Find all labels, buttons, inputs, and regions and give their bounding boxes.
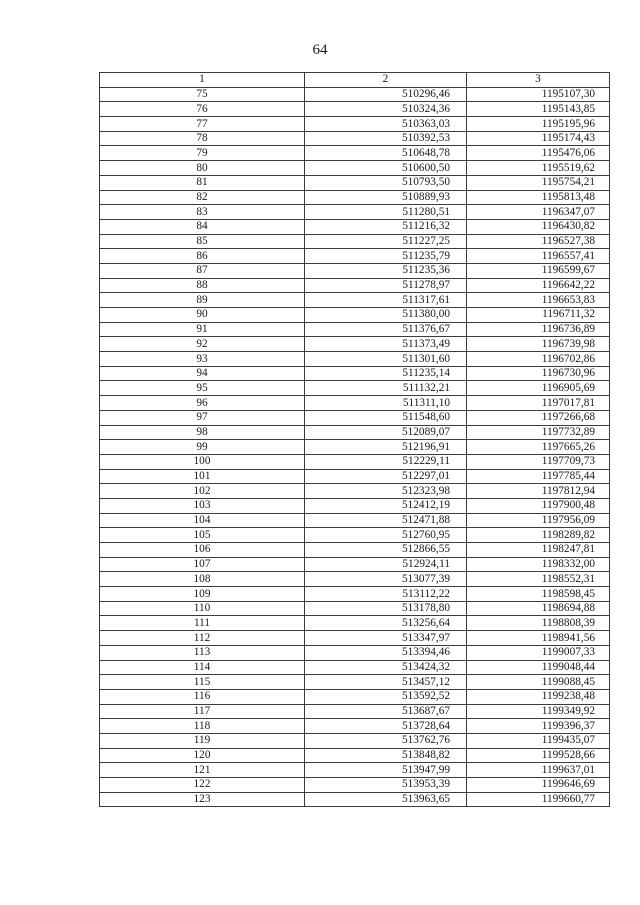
cell-point-number: 120 bbox=[100, 748, 305, 763]
cell-x-coordinate: 513762,76 bbox=[305, 733, 467, 748]
table-row bbox=[100, 748, 610, 763]
cell-x-coordinate: 512089,07 bbox=[305, 425, 467, 440]
cell-point-number: 85 bbox=[100, 234, 305, 249]
cell-point-number: 93 bbox=[100, 352, 305, 367]
cell-point-number: 100 bbox=[100, 454, 305, 469]
cell-x-coordinate: 511235,14 bbox=[305, 366, 467, 381]
cell-y-coordinate: 1198552,31 bbox=[467, 572, 610, 587]
cell-x-coordinate: 510296,46 bbox=[305, 87, 467, 102]
cell-point-number: 122 bbox=[100, 778, 305, 793]
cell-x-coordinate: 511376,67 bbox=[305, 322, 467, 337]
cell-x-coordinate: 513424,32 bbox=[305, 660, 467, 675]
cell-x-coordinate: 510600,50 bbox=[305, 161, 467, 176]
cell-x-coordinate: 511301,60 bbox=[305, 352, 467, 367]
cell-point-number: 84 bbox=[100, 219, 305, 234]
cell-x-coordinate: 511373,49 bbox=[305, 337, 467, 352]
cell-y-coordinate: 1199048,44 bbox=[467, 660, 610, 675]
table-row bbox=[100, 484, 610, 499]
cell-point-number: 110 bbox=[100, 601, 305, 616]
cell-y-coordinate: 1199660,77 bbox=[467, 792, 610, 807]
cell-x-coordinate: 511548,60 bbox=[305, 410, 467, 425]
table-body bbox=[100, 87, 610, 807]
cell-point-number: 121 bbox=[100, 763, 305, 778]
table-row bbox=[100, 719, 610, 734]
cell-point-number: 89 bbox=[100, 293, 305, 308]
cell-y-coordinate: 1195107,30 bbox=[467, 87, 610, 102]
table-row bbox=[100, 234, 610, 249]
cell-point-number: 103 bbox=[100, 498, 305, 513]
cell-x-coordinate: 511311,10 bbox=[305, 396, 467, 411]
table-row bbox=[100, 190, 610, 205]
cell-point-number: 87 bbox=[100, 263, 305, 278]
cell-x-coordinate: 512471,88 bbox=[305, 513, 467, 528]
column-header-point: 1 bbox=[100, 73, 305, 88]
cell-y-coordinate: 1195519,62 bbox=[467, 161, 610, 176]
table-row bbox=[100, 396, 610, 411]
cell-point-number: 97 bbox=[100, 410, 305, 425]
cell-y-coordinate: 1195476,06 bbox=[467, 146, 610, 161]
cell-point-number: 94 bbox=[100, 366, 305, 381]
table-row bbox=[100, 102, 610, 117]
table-row bbox=[100, 792, 610, 807]
cell-point-number: 119 bbox=[100, 733, 305, 748]
table-row bbox=[100, 587, 610, 602]
table-row bbox=[100, 352, 610, 367]
table-row bbox=[100, 660, 610, 675]
cell-point-number: 99 bbox=[100, 440, 305, 455]
cell-x-coordinate: 511216,32 bbox=[305, 219, 467, 234]
cell-y-coordinate: 1197665,26 bbox=[467, 440, 610, 455]
table-row bbox=[100, 631, 610, 646]
table-row bbox=[100, 161, 610, 176]
table-row bbox=[100, 543, 610, 558]
table-row bbox=[100, 293, 610, 308]
cell-point-number: 118 bbox=[100, 719, 305, 734]
cell-x-coordinate: 511280,51 bbox=[305, 205, 467, 220]
cell-point-number: 101 bbox=[100, 469, 305, 484]
cell-point-number: 113 bbox=[100, 645, 305, 660]
cell-point-number: 79 bbox=[100, 146, 305, 161]
table-row bbox=[100, 117, 610, 132]
cell-x-coordinate: 510793,50 bbox=[305, 175, 467, 190]
coordinates-table bbox=[99, 72, 610, 807]
cell-y-coordinate: 1199088,45 bbox=[467, 675, 610, 690]
cell-point-number: 77 bbox=[100, 117, 305, 132]
cell-y-coordinate: 1199528,66 bbox=[467, 748, 610, 763]
cell-y-coordinate: 1197266,68 bbox=[467, 410, 610, 425]
cell-x-coordinate: 510889,93 bbox=[305, 190, 467, 205]
table-row bbox=[100, 205, 610, 220]
cell-x-coordinate: 510392,53 bbox=[305, 131, 467, 146]
cell-point-number: 117 bbox=[100, 704, 305, 719]
cell-y-coordinate: 1198694,88 bbox=[467, 601, 610, 616]
cell-x-coordinate: 511317,61 bbox=[305, 293, 467, 308]
cell-point-number: 88 bbox=[100, 278, 305, 293]
cell-x-coordinate: 511278,97 bbox=[305, 278, 467, 293]
cell-y-coordinate: 1195813,48 bbox=[467, 190, 610, 205]
cell-y-coordinate: 1197785,44 bbox=[467, 469, 610, 484]
cell-x-coordinate: 513687,67 bbox=[305, 704, 467, 719]
cell-y-coordinate: 1199646,69 bbox=[467, 778, 610, 793]
cell-y-coordinate: 1197956,09 bbox=[467, 513, 610, 528]
cell-y-coordinate: 1196702,86 bbox=[467, 352, 610, 367]
cell-y-coordinate: 1199007,33 bbox=[467, 645, 610, 660]
table-row bbox=[100, 513, 610, 528]
cell-x-coordinate: 512924,11 bbox=[305, 557, 467, 572]
cell-y-coordinate: 1197017,81 bbox=[467, 396, 610, 411]
table-row bbox=[100, 675, 610, 690]
cell-x-coordinate: 512229,11 bbox=[305, 454, 467, 469]
cell-y-coordinate: 1196905,69 bbox=[467, 381, 610, 396]
cell-y-coordinate: 1199349,92 bbox=[467, 704, 610, 719]
cell-x-coordinate: 513077,39 bbox=[305, 572, 467, 587]
cell-point-number: 111 bbox=[100, 616, 305, 631]
table-row bbox=[100, 778, 610, 793]
table-row bbox=[100, 498, 610, 513]
cell-x-coordinate: 513953,39 bbox=[305, 778, 467, 793]
table-row bbox=[100, 87, 610, 102]
table-row bbox=[100, 616, 610, 631]
cell-y-coordinate: 1199637,01 bbox=[467, 763, 610, 778]
column-header-x: 2 bbox=[305, 73, 467, 88]
table-header-row bbox=[100, 73, 610, 88]
cell-x-coordinate: 512297,01 bbox=[305, 469, 467, 484]
cell-y-coordinate: 1198941,56 bbox=[467, 631, 610, 646]
cell-point-number: 109 bbox=[100, 587, 305, 602]
cell-y-coordinate: 1196347,07 bbox=[467, 205, 610, 220]
table-row bbox=[100, 601, 610, 616]
table-row bbox=[100, 763, 610, 778]
table-row bbox=[100, 410, 610, 425]
cell-point-number: 107 bbox=[100, 557, 305, 572]
cell-x-coordinate: 511132,21 bbox=[305, 381, 467, 396]
cell-point-number: 105 bbox=[100, 528, 305, 543]
cell-y-coordinate: 1196642,22 bbox=[467, 278, 610, 293]
cell-point-number: 78 bbox=[100, 131, 305, 146]
table-row bbox=[100, 557, 610, 572]
cell-y-coordinate: 1199238,48 bbox=[467, 689, 610, 704]
table-row bbox=[100, 733, 610, 748]
cell-y-coordinate: 1197900,48 bbox=[467, 498, 610, 513]
cell-point-number: 82 bbox=[100, 190, 305, 205]
cell-point-number: 83 bbox=[100, 205, 305, 220]
cell-point-number: 81 bbox=[100, 175, 305, 190]
cell-point-number: 80 bbox=[100, 161, 305, 176]
cell-point-number: 95 bbox=[100, 381, 305, 396]
cell-point-number: 106 bbox=[100, 543, 305, 558]
cell-point-number: 76 bbox=[100, 102, 305, 117]
cell-y-coordinate: 1196739,98 bbox=[467, 337, 610, 352]
cell-x-coordinate: 513347,97 bbox=[305, 631, 467, 646]
cell-x-coordinate: 513178,80 bbox=[305, 601, 467, 616]
cell-point-number: 115 bbox=[100, 675, 305, 690]
table-row bbox=[100, 689, 610, 704]
cell-point-number: 92 bbox=[100, 337, 305, 352]
cell-x-coordinate: 513457,12 bbox=[305, 675, 467, 690]
cell-x-coordinate: 513848,82 bbox=[305, 748, 467, 763]
cell-y-coordinate: 1196527,38 bbox=[467, 234, 610, 249]
cell-x-coordinate: 513947,99 bbox=[305, 763, 467, 778]
table-row bbox=[100, 175, 610, 190]
table-row bbox=[100, 322, 610, 337]
table-row bbox=[100, 381, 610, 396]
cell-point-number: 96 bbox=[100, 396, 305, 411]
table-row bbox=[100, 572, 610, 587]
cell-point-number: 108 bbox=[100, 572, 305, 587]
table-row bbox=[100, 440, 610, 455]
cell-x-coordinate: 512323,98 bbox=[305, 484, 467, 499]
cell-point-number: 104 bbox=[100, 513, 305, 528]
cell-point-number: 112 bbox=[100, 631, 305, 646]
table-row bbox=[100, 528, 610, 543]
cell-y-coordinate: 1198289,82 bbox=[467, 528, 610, 543]
cell-y-coordinate: 1198808,39 bbox=[467, 616, 610, 631]
cell-x-coordinate: 512196,91 bbox=[305, 440, 467, 455]
cell-point-number: 114 bbox=[100, 660, 305, 675]
cell-y-coordinate: 1196730,96 bbox=[467, 366, 610, 381]
cell-y-coordinate: 1199435,07 bbox=[467, 733, 610, 748]
cell-y-coordinate: 1196736,89 bbox=[467, 322, 610, 337]
cell-y-coordinate: 1198332,00 bbox=[467, 557, 610, 572]
cell-point-number: 98 bbox=[100, 425, 305, 440]
cell-y-coordinate: 1195754,21 bbox=[467, 175, 610, 190]
cell-x-coordinate: 510324,36 bbox=[305, 102, 467, 117]
cell-point-number: 91 bbox=[100, 322, 305, 337]
page-number: 64 bbox=[312, 42, 328, 58]
table-row bbox=[100, 263, 610, 278]
cell-x-coordinate: 513963,65 bbox=[305, 792, 467, 807]
cell-x-coordinate: 512866,55 bbox=[305, 543, 467, 558]
cell-y-coordinate: 1196653,83 bbox=[467, 293, 610, 308]
cell-x-coordinate: 511235,36 bbox=[305, 263, 467, 278]
cell-x-coordinate: 513728,64 bbox=[305, 719, 467, 734]
cell-x-coordinate: 513394,46 bbox=[305, 645, 467, 660]
table-row bbox=[100, 366, 610, 381]
cell-y-coordinate: 1197732,89 bbox=[467, 425, 610, 440]
cell-y-coordinate: 1197709,73 bbox=[467, 454, 610, 469]
table-row bbox=[100, 704, 610, 719]
cell-y-coordinate: 1198598,45 bbox=[467, 587, 610, 602]
cell-point-number: 86 bbox=[100, 249, 305, 264]
cell-point-number: 123 bbox=[100, 792, 305, 807]
cell-x-coordinate: 513112,22 bbox=[305, 587, 467, 602]
table-row bbox=[100, 146, 610, 161]
cell-y-coordinate: 1196430,82 bbox=[467, 219, 610, 234]
table-row bbox=[100, 278, 610, 293]
table-row bbox=[100, 308, 610, 323]
cell-y-coordinate: 1198247,81 bbox=[467, 543, 610, 558]
column-header-y: 3 bbox=[467, 73, 610, 88]
table-row bbox=[100, 131, 610, 146]
table-row bbox=[100, 249, 610, 264]
cell-y-coordinate: 1196557,41 bbox=[467, 249, 610, 264]
cell-point-number: 90 bbox=[100, 308, 305, 323]
cell-y-coordinate: 1195174,43 bbox=[467, 131, 610, 146]
cell-point-number: 102 bbox=[100, 484, 305, 499]
cell-y-coordinate: 1196599,67 bbox=[467, 263, 610, 278]
table-row bbox=[100, 219, 610, 234]
table-row bbox=[100, 454, 610, 469]
cell-y-coordinate: 1199396,37 bbox=[467, 719, 610, 734]
cell-y-coordinate: 1195195,96 bbox=[467, 117, 610, 132]
cell-x-coordinate: 511235,79 bbox=[305, 249, 467, 264]
cell-y-coordinate: 1196711,32 bbox=[467, 308, 610, 323]
cell-x-coordinate: 512760,95 bbox=[305, 528, 467, 543]
cell-y-coordinate: 1197812,94 bbox=[467, 484, 610, 499]
cell-point-number: 75 bbox=[100, 87, 305, 102]
table-row bbox=[100, 469, 610, 484]
cell-x-coordinate: 512412,19 bbox=[305, 498, 467, 513]
table-row bbox=[100, 645, 610, 660]
cell-y-coordinate: 1195143,85 bbox=[467, 102, 610, 117]
cell-x-coordinate: 510648,78 bbox=[305, 146, 467, 161]
cell-x-coordinate: 513592,52 bbox=[305, 689, 467, 704]
cell-point-number: 116 bbox=[100, 689, 305, 704]
cell-x-coordinate: 510363,03 bbox=[305, 117, 467, 132]
table-row bbox=[100, 425, 610, 440]
cell-x-coordinate: 511380,00 bbox=[305, 308, 467, 323]
cell-x-coordinate: 511227,25 bbox=[305, 234, 467, 249]
table-row bbox=[100, 337, 610, 352]
cell-x-coordinate: 513256,64 bbox=[305, 616, 467, 631]
